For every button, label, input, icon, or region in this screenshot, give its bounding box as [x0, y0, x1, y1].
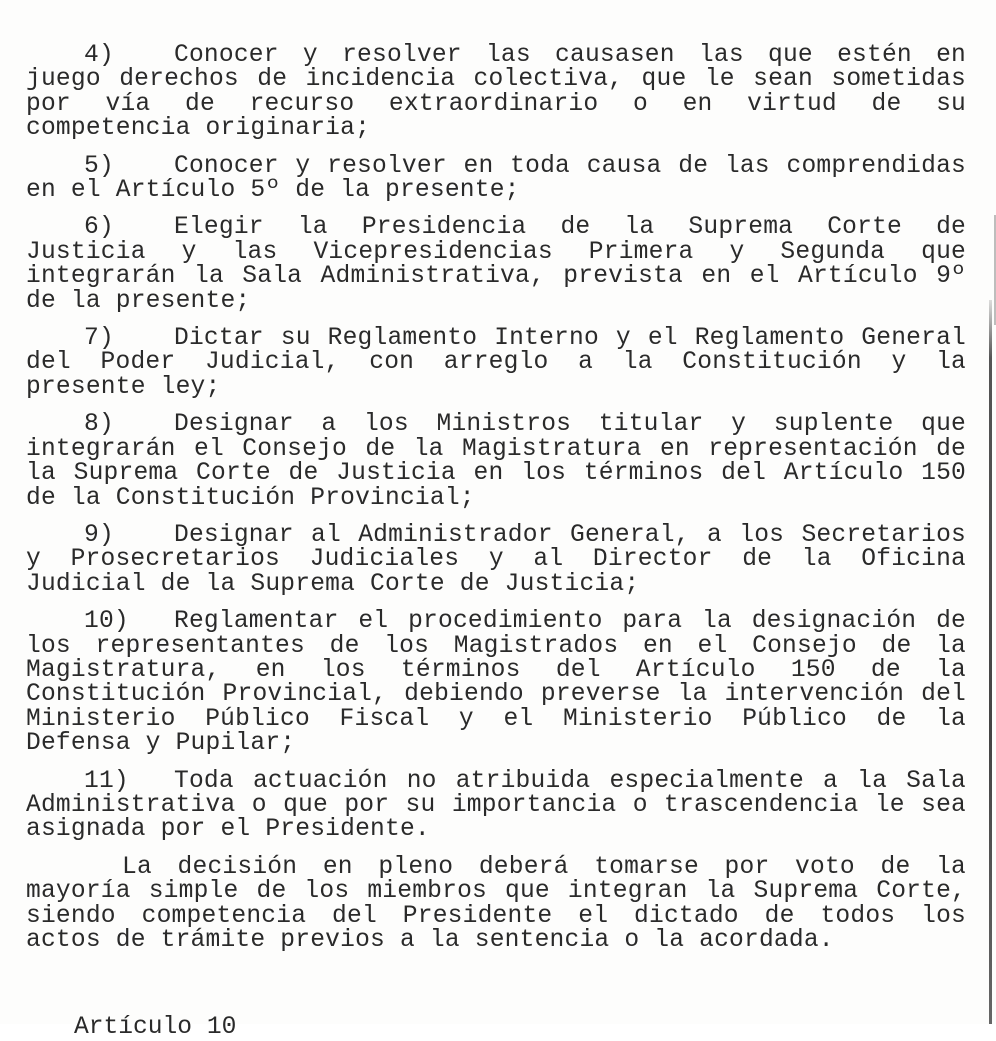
closing-paragraph-text: La decisión en pleno deberá tomarse por voto de la mayoría simple de los miembros que integran la Suprema Corte, siendo competencia del Presidente el dictado de todos los actos de trámite previos a la sentencia o la acordada.: [26, 853, 966, 954]
item-number: 7): [84, 325, 114, 353]
item-number: 11): [84, 767, 129, 795]
item-text: Toda actuación no atribuida especialmente a la Sala Administrativa o que por su importancia o trascendencia le sea asignada por el Presidente.: [26, 767, 966, 844]
list-item-5: [26, 152, 966, 205]
list-item-6: [26, 216, 966, 314]
item-text: Conocer y resolver en toda causa de las comprendidas en el Artículo 5º de la presente;: [26, 152, 966, 205]
item-text: Elegir la Presidencia de la Suprema Corte de Justicia y las Vicepresidencias Primera y Segunda que integrarán la Sala Administrativa, prevista en el Artículo 9º de la presente;: [26, 214, 966, 315]
list-item-8: [26, 413, 966, 511]
list-item-11: [26, 767, 966, 844]
item-text: Conocer y resolver las causasen las que estén en juego derechos de incidencia colectiva, que le sean sometidas por vía de recurso extraordinario o en virtud de su competencia originaria;: [26, 42, 966, 143]
item-number: 6): [84, 214, 114, 242]
item-text: Reglamentar el procedimiento para la designación de los representantes de los Magistrados en el Consejo de la Magistratura, en los términos del Artículo 150 de la Constitución Provincial, debiendo preverse la intervención del Ministerio Público Fiscal y el Ministerio Público de la Defensa y Pupilar;: [26, 608, 966, 758]
item-number: 5): [84, 152, 114, 180]
cut-off-text: Artículo 10: [74, 1014, 237, 1041]
item-text: Designar al Administrador General, a los Secretarios y Prosecretarios Judiciales y al Director de la Oficina Judicial de la Suprema Corte de Justicia;: [26, 521, 966, 598]
list-item-9: [26, 521, 966, 598]
list-item-4: [26, 44, 966, 142]
cut-off-text-line: [74, 1014, 334, 1041]
list-item-10: [26, 610, 966, 756]
scan-edge-line: [989, 300, 992, 1024]
item-number: 4): [84, 42, 114, 69]
item-number: 10): [84, 608, 129, 636]
document-page: [26, 44, 966, 966]
item-text: Dictar su Reglamento Interno y el Reglamento General del Poder Judicial, con arreglo a la Constitución y la presente ley;: [26, 325, 966, 401]
item-number: 9): [84, 521, 114, 549]
item-text: Designar a los Ministros titular y suplente que integrarán el Consejo de la Magistratura en representación de la Suprema Corte de Justicia en los términos del Artículo 150 de la Constitución Provincial;: [26, 411, 966, 512]
item-number: 8): [84, 411, 114, 439]
closing-paragraph: [26, 853, 966, 954]
list-item-7: [26, 327, 966, 400]
